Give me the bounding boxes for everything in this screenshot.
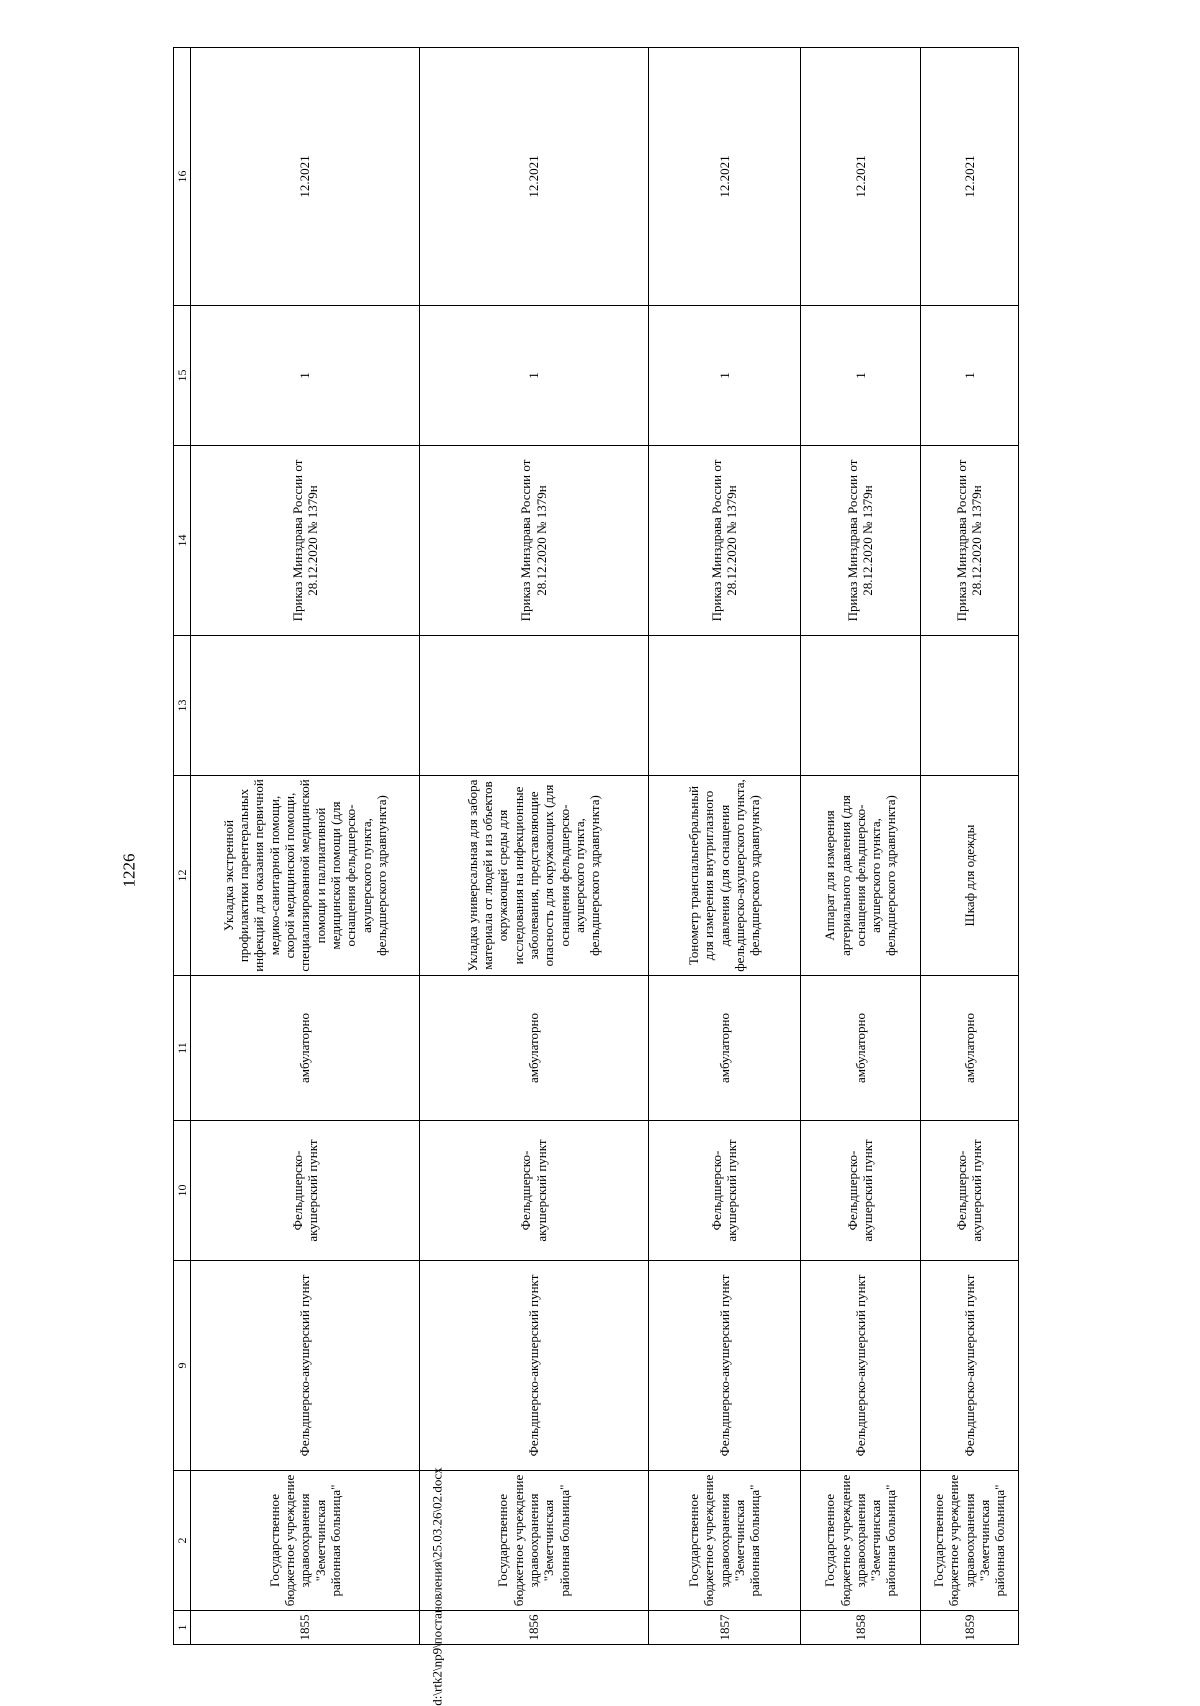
- subdivision-name: Фельдшерско-акушерский пункт: [648, 1121, 801, 1261]
- institution-name: Государственное бюджетное учреждение здравоохранения "Земетчинская районная больница": [191, 1471, 420, 1611]
- equipment-name: Укладка универсальная для забора материала от людей и из объектов окружающей среды для исследования на инфекционные заболевания, представляющие опасность для окружающих (для оснащения фельдшерско-акушерского пункта, фельдшерского здравпункта): [419, 776, 648, 976]
- equipment-name: Шкаф для одежды: [920, 776, 1018, 976]
- equipment-name: Аппарат для измерения артериального давления (для оснащения фельдшерско-акушерского пункта, фельдшерского здравпункта): [801, 776, 921, 976]
- quantity: 1: [801, 306, 921, 446]
- unit-name: Фельдшерско-акушерский пункт: [191, 1261, 420, 1471]
- institution-name: Государственное бюджетное учреждение здравоохранения "Земетчинская районная больница": [920, 1471, 1018, 1611]
- column-header: 1: [174, 1611, 191, 1645]
- column-13-value: [419, 636, 648, 776]
- table-row: [191, 48, 420, 1645]
- column-header: 9: [174, 1261, 191, 1471]
- quantity: 1: [419, 306, 648, 446]
- table-row: [648, 48, 801, 1645]
- column-header: 14: [174, 446, 191, 636]
- quantity: 1: [191, 306, 420, 446]
- row-number: 1857: [648, 1611, 801, 1645]
- column-header: 15: [174, 306, 191, 446]
- equipment-name: Тонометр транспальпебральный для измерения внутриглазного давления (для оснащения фельдшерско-акушерского пункта, фельдшерского здравпункта): [648, 776, 801, 976]
- column-header: 16: [174, 48, 191, 306]
- column-header: 10: [174, 1121, 191, 1261]
- column-13-value: [801, 636, 921, 776]
- deadline: 12.2021: [648, 48, 801, 306]
- row-number: 1859: [920, 1611, 1018, 1645]
- row-number: 1855: [191, 1611, 420, 1645]
- institution-name: Государственное бюджетное учреждение здравоохранения "Земетчинская районная больница": [648, 1471, 801, 1611]
- table-row: [419, 48, 648, 1645]
- care-conditions: амбулаторно: [419, 976, 648, 1121]
- care-conditions: амбулаторно: [801, 976, 921, 1121]
- unit-name: Фельдшерско-акушерский пункт: [920, 1261, 1018, 1471]
- deadline: 12.2021: [920, 48, 1018, 306]
- quantity: 1: [920, 306, 1018, 446]
- unit-name: Фельдшерско-акушерский пункт: [419, 1261, 648, 1471]
- care-conditions: амбулаторно: [191, 976, 420, 1121]
- regulation: Приказ Минздрава России от 28.12.2020 № 1379н: [920, 446, 1018, 636]
- quantity: 1: [648, 306, 801, 446]
- regulation: Приказ Минздрава России от 28.12.2020 № 1379н: [648, 446, 801, 636]
- deadline: 12.2021: [801, 48, 921, 306]
- page-number: 1226: [119, 853, 139, 888]
- rotated-table-frame: [173, 48, 1019, 1645]
- institution-name: Государственное бюджетное учреждение здравоохранения "Земетчинская районная больница": [419, 1471, 648, 1611]
- rotated-table-container: [173, 48, 1019, 1645]
- institution-name: Государственное бюджетное учреждение здравоохранения "Земетчинская районная больница": [801, 1471, 921, 1611]
- equipment-table: [173, 47, 1019, 1645]
- table-row: [801, 48, 921, 1645]
- deadline: 12.2021: [419, 48, 648, 306]
- equipment-name: Укладка экстренной профилактики парентеральных инфекций для оказания первичной медико-санитарной помощи, скорой медицинской помощи, специализированной медицинской помощи и паллиативной медицинской помощи (для оснащения фельдшерско-акушерского пункта, фельдшерского здравпункта): [191, 776, 420, 976]
- column-13-value: [191, 636, 420, 776]
- subdivision-name: Фельдшерско-акушерский пункт: [920, 1121, 1018, 1261]
- care-conditions: амбулаторно: [648, 976, 801, 1121]
- row-number: 1858: [801, 1611, 921, 1645]
- care-conditions: амбулаторно: [920, 976, 1018, 1121]
- column-header: 13: [174, 636, 191, 776]
- column-13-value: [648, 636, 801, 776]
- table-row: [920, 48, 1018, 1645]
- column-header: 2: [174, 1471, 191, 1611]
- file-path-footer: d:\rtk2\np9\постановления\25.03.26\02.docx: [429, 1467, 445, 1706]
- column-13-value: [920, 636, 1018, 776]
- unit-name: Фельдшерско-акушерский пункт: [648, 1261, 801, 1471]
- subdivision-name: Фельдшерско-акушерский пункт: [191, 1121, 420, 1261]
- regulation: Приказ Минздрава России от 28.12.2020 № 1379н: [191, 446, 420, 636]
- unit-name: Фельдшерско-акушерский пункт: [801, 1261, 921, 1471]
- subdivision-name: Фельдшерско-акушерский пункт: [419, 1121, 648, 1261]
- row-number: 1856: [419, 1611, 648, 1645]
- deadline: 12.2021: [191, 48, 420, 306]
- column-number-row: [174, 48, 191, 1645]
- subdivision-name: Фельдшерско-акушерский пункт: [801, 1121, 921, 1261]
- regulation: Приказ Минздрава России от 28.12.2020 № 1379н: [419, 446, 648, 636]
- column-header: 11: [174, 976, 191, 1121]
- regulation: Приказ Минздрава России от 28.12.2020 № 1379н: [801, 446, 921, 636]
- column-header: 12: [174, 776, 191, 976]
